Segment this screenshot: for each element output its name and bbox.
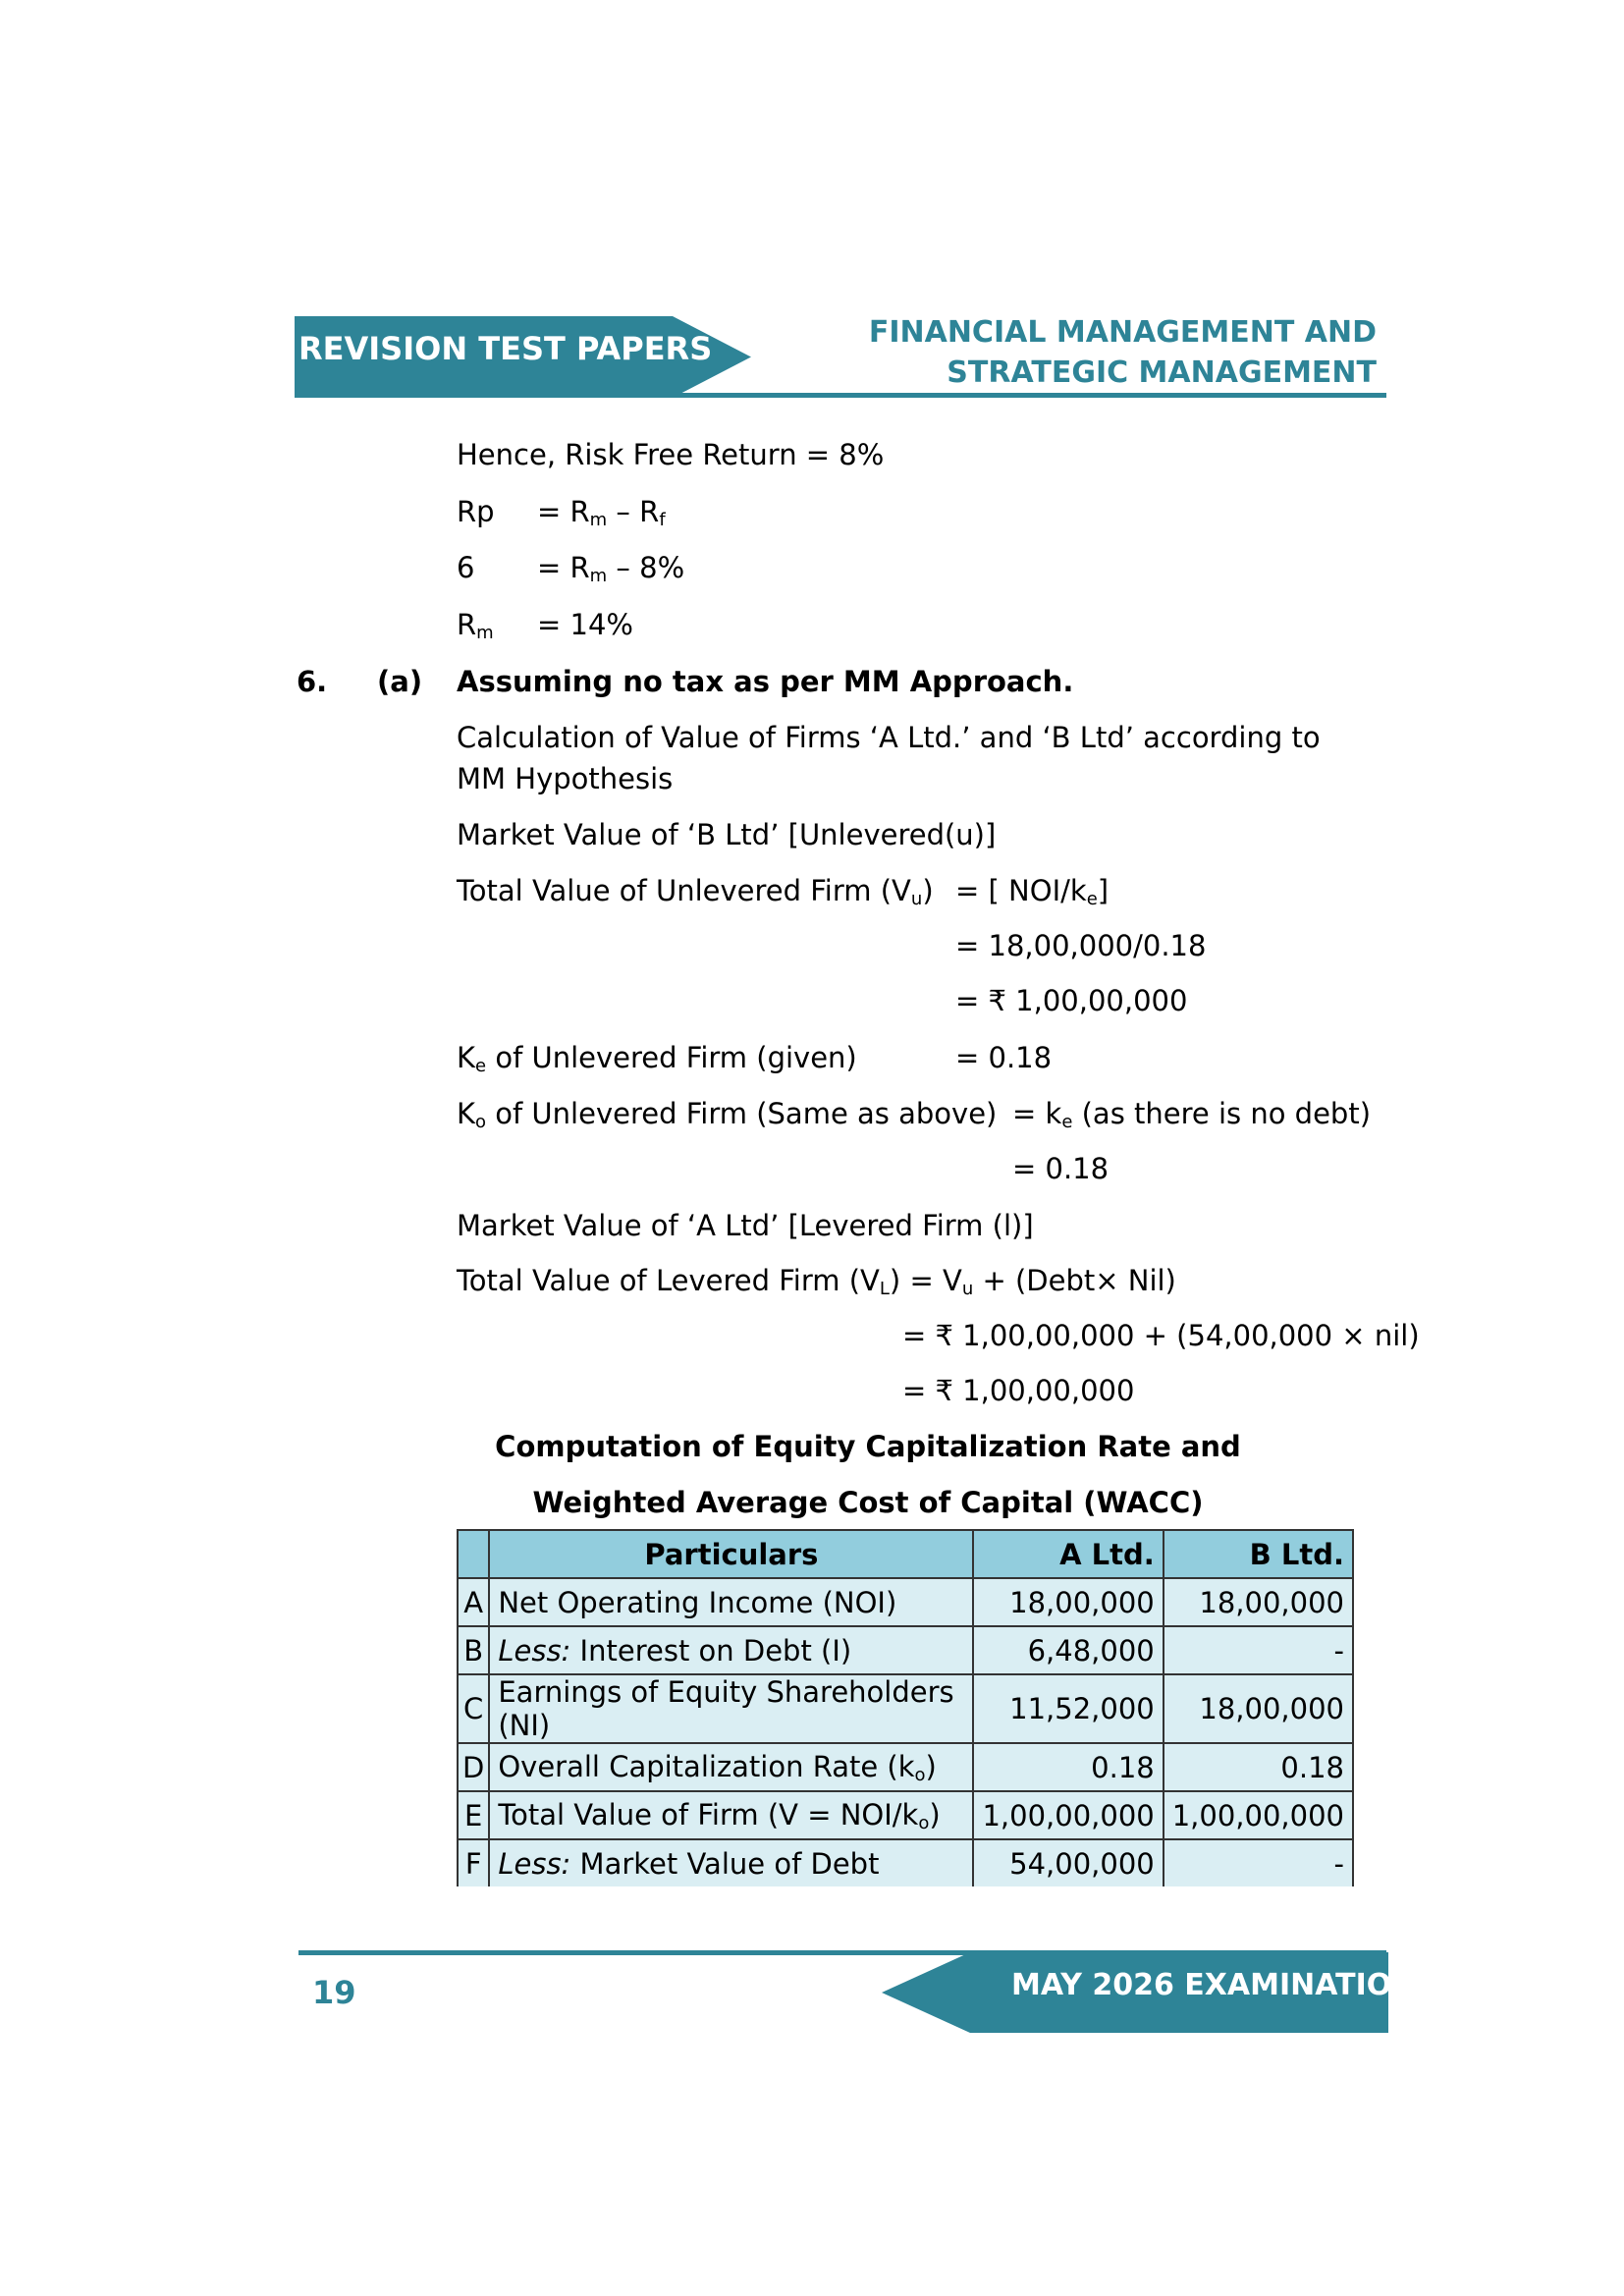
row-key: F: [458, 1839, 489, 1886]
row-key: C: [458, 1674, 489, 1743]
row-particular: Less: Interest on Debt (I): [489, 1626, 973, 1674]
row-a-value: 6,48,000: [973, 1626, 1163, 1674]
table-title-line-1: Computation of Equity Capitalization Rate and: [495, 1430, 1241, 1463]
row-key: B: [458, 1626, 489, 1674]
row-b-value: 18,00,000: [1164, 1578, 1353, 1626]
row-particular: Less: Market Value of Debt: [489, 1839, 973, 1886]
wacc-table: [457, 1529, 1354, 1886]
row-a-value: 11,52,000: [973, 1674, 1163, 1743]
footer-exam-label: MAY 2026 EXAMINATION: [1011, 1968, 1417, 2002]
header-particulars: Particulars: [489, 1530, 973, 1578]
page-number: 19: [312, 1974, 356, 2011]
table-row: [458, 1674, 1353, 1743]
ke-equation: = 0.18: [955, 1041, 1053, 1074]
header-key-cell: [458, 1530, 489, 1578]
footer-arrow: [882, 1952, 970, 2033]
rm-label: $R_m$: [457, 608, 494, 643]
vu-equation-2: = 18,00,000/0.18: [955, 929, 1207, 962]
vu-label: Total Value of Unlevered Firm $(V_u)$: [457, 874, 934, 909]
row-b-value: -: [1164, 1839, 1353, 1886]
header-a-ltd: A Ltd.: [973, 1530, 1163, 1578]
rp-label: Rp: [457, 495, 495, 528]
row-key: E: [458, 1791, 489, 1839]
table-row: [458, 1791, 1353, 1839]
row-b-value: 18,00,000: [1164, 1674, 1353, 1743]
question-number: 6.: [297, 665, 328, 698]
vl-equation-2: = ₹ 1,00,00,000 + (54,00,000 × nil): [902, 1319, 1420, 1352]
table-row: [458, 1626, 1353, 1674]
six-equation: = $R_m - 8\%$: [537, 551, 685, 586]
ko-equation-1: = $k_e$ (as there is no debt): [1012, 1097, 1372, 1132]
market-value-a: Market Value of ‘A Ltd’ [Levered Firm (l)]: [457, 1209, 1034, 1242]
market-value-b: Market Value of ‘B Ltd’ [Unlevered(u)]: [457, 818, 997, 851]
six-label: 6: [457, 551, 475, 584]
ko-label: $K_o$ of Unlevered Firm (Same as above): [457, 1097, 998, 1132]
vu-equation-1: = [ NOI/$k_e$]: [955, 874, 1110, 909]
table-row: [458, 1743, 1353, 1791]
row-a-value: 18,00,000: [973, 1578, 1163, 1626]
header-left-title: REVISION TEST PAPERS: [298, 330, 713, 367]
ke-label: $K_e$ of Unlevered Firm (given): [457, 1041, 857, 1076]
row-particular: Net Operating Income (NOI): [489, 1578, 973, 1626]
header-rule: [295, 393, 1386, 398]
calc-line-2: MM Hypothesis: [457, 762, 674, 795]
vl-equation-1: Total Value of Levered Firm $(V_L) = V_u$ + (Debt× Nil): [457, 1264, 1176, 1299]
header-right-line2: STRATEGIC MANAGEMENT: [947, 355, 1377, 390]
row-b-value: -: [1164, 1626, 1353, 1674]
rp-equation: = $R_m - R_f$: [537, 495, 666, 530]
row-particular: Earnings of Equity Shareholders (NI): [489, 1674, 973, 1743]
table-row: [458, 1839, 1353, 1886]
header-b-ltd: B Ltd.: [1164, 1530, 1353, 1578]
table-header-row: [458, 1530, 1353, 1578]
vu-equation-3: = ₹ 1,00,00,000: [955, 984, 1188, 1017]
risk-free-line: Hence, Risk Free Return = 8%: [457, 438, 885, 471]
row-key: D: [458, 1743, 489, 1791]
header-right-title: [827, 312, 1377, 393]
header-right-line1: FINANCIAL MANAGEMENT AND: [868, 315, 1377, 350]
row-a-value: 1,00,00,000: [973, 1791, 1163, 1839]
row-a-value: 0.18: [973, 1743, 1163, 1791]
row-b-value: 0.18: [1164, 1743, 1353, 1791]
vl-equation-3: = ₹ 1,00,00,000: [902, 1374, 1135, 1407]
row-a-value: 54,00,000: [973, 1839, 1163, 1886]
ko-equation-2: = 0.18: [1012, 1152, 1110, 1185]
rm-equation: = 14%: [537, 608, 633, 641]
question-title: Assuming no tax as per MM Approach.: [457, 665, 1074, 698]
table-title-line-2: Weighted Average Cost of Capital (WACC): [532, 1486, 1204, 1519]
row-b-value: 1,00,00,000: [1164, 1791, 1353, 1839]
table-row: [458, 1578, 1353, 1626]
question-part: (a): [377, 665, 423, 698]
row-particular: Total Value of Firm (V = NOI/$k_o$): [489, 1791, 973, 1839]
row-key: A: [458, 1578, 489, 1626]
calc-line-1: Calculation of Value of Firms ‘A Ltd.’ and ‘B Ltd’ according to: [457, 721, 1321, 754]
row-particular: Overall Capitalization Rate $(k_o)$: [489, 1743, 973, 1791]
